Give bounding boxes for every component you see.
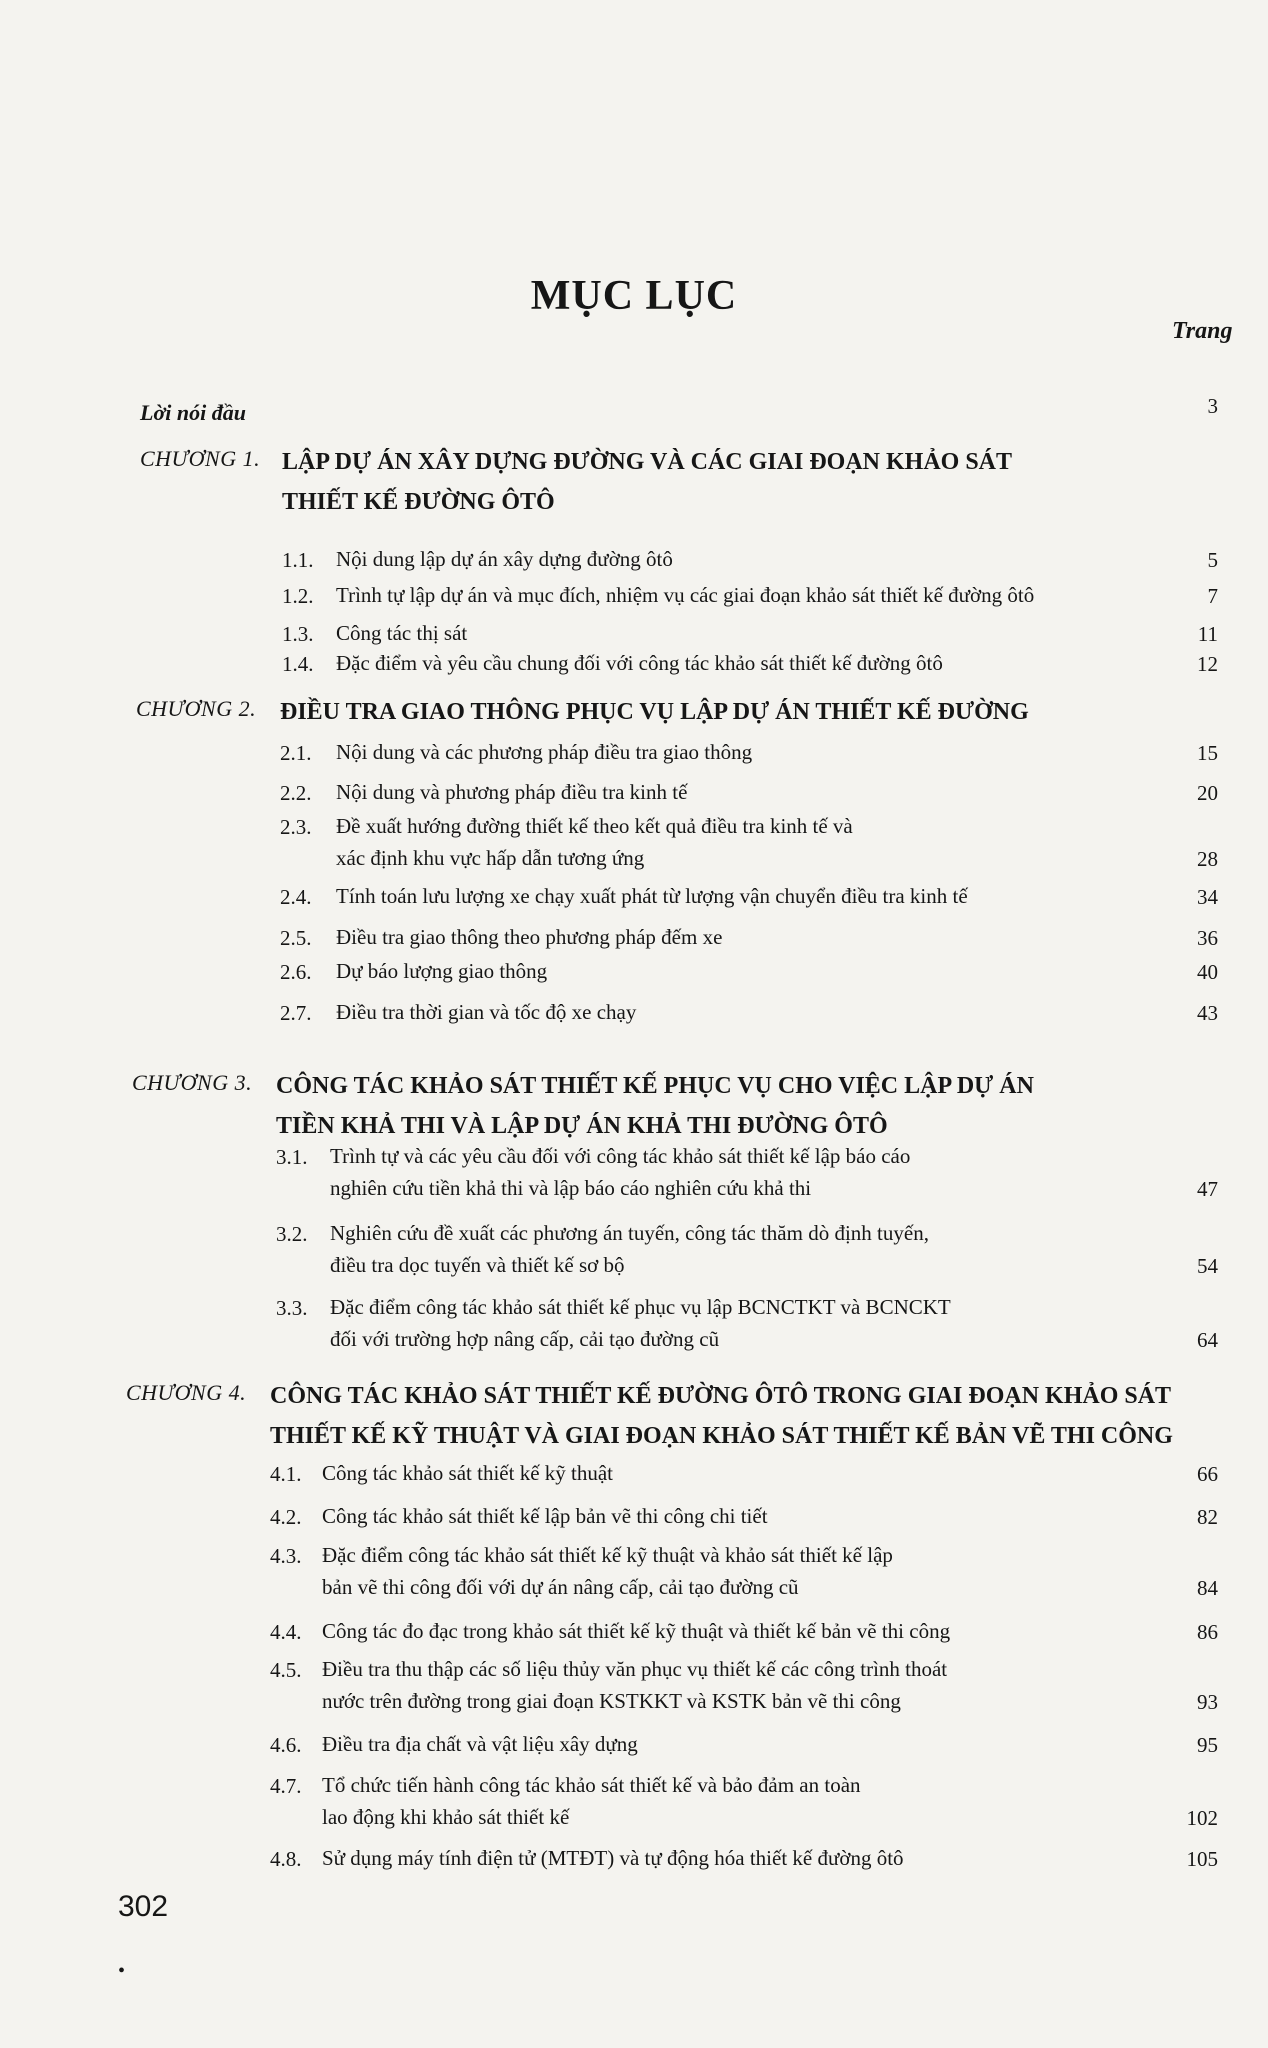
section-title[interactable]: Tổ chức tiến hành công tác khảo sát thiết kế và bảo đảm an toàn xyxy=(322,1773,861,1797)
section-title[interactable]: Đặc điểm công tác khảo sát thiết kế phục vụ lập BCNCTKT và BCNCKT xyxy=(330,1295,951,1319)
section-title[interactable]: đối với trường hợp nâng cấp, cải tạo đường cũ xyxy=(330,1327,720,1351)
section-number: 4.8. xyxy=(270,1847,302,1871)
chapter-title: TIỀN KHẢ THI VÀ LẬP DỰ ÁN KHẢ THI ĐƯỜNG ÔTÔ xyxy=(276,1113,888,1139)
chapter-title: ĐIỀU TRA GIAO THÔNG PHỤC VỤ LẬP DỰ ÁN THIẾT KẾ ĐƯỜNG xyxy=(280,699,1029,725)
section-title[interactable]: Công tác khảo sát thiết kế kỹ thuật xyxy=(322,1461,614,1485)
chapter-title: CÔNG TÁC KHẢO SÁT THIẾT KẾ PHỤC VỤ CHO VIỆC LẬP DỰ ÁN xyxy=(276,1073,1034,1099)
section-page-number: 36 xyxy=(1197,926,1218,950)
section-title[interactable]: Điều tra thu thập các số liệu thủy văn phục vụ thiết kế các công trình thoát xyxy=(322,1657,948,1681)
section-number: 2.2. xyxy=(280,781,312,805)
section-page-number: 95 xyxy=(1197,1733,1218,1757)
section-number: 4.3. xyxy=(270,1544,302,1568)
section-number: 3.3. xyxy=(276,1296,308,1320)
section-page-number: 15 xyxy=(1197,741,1218,765)
section-title[interactable]: Điều tra địa chất và vật liệu xây dựng xyxy=(322,1732,638,1756)
section-title[interactable]: bản vẽ thi công đối với dự án nâng cấp, cải tạo đường cũ xyxy=(322,1575,799,1599)
section-page-number: 20 xyxy=(1197,781,1218,805)
chapter-label: CHƯƠNG 3. xyxy=(132,1070,253,1095)
section-page-number: 86 xyxy=(1197,1620,1218,1644)
section-title[interactable]: Đặc điểm và yêu cầu chung đối với công tác khảo sát thiết kế đường ôtô xyxy=(336,651,943,675)
foreword-label: Lời nói đầu xyxy=(140,400,246,425)
section-page-number: 93 xyxy=(1197,1690,1218,1714)
section-title[interactable]: Đề xuất hướng đường thiết kế theo kết quả điều tra kinh tế và xyxy=(336,814,853,838)
section-title[interactable]: xác định khu vực hấp dẫn tương ứng xyxy=(336,846,645,870)
section-title[interactable]: Nội dung và phương pháp điều tra kinh tế xyxy=(336,780,688,804)
section-page-number: 12 xyxy=(1197,652,1218,676)
section-number: 2.3. xyxy=(280,815,312,839)
section-page-number: 102 xyxy=(1186,1806,1218,1830)
section-number: 2.7. xyxy=(280,1001,312,1025)
section-title[interactable]: Nội dung và các phương pháp điều tra giao thông xyxy=(336,740,753,764)
section-number: 3.2. xyxy=(276,1222,308,1246)
section-page-number: 47 xyxy=(1197,1177,1218,1201)
page-number: 302 xyxy=(118,1890,169,1923)
section-title[interactable]: Nghiên cứu đề xuất các phương án tuyến, công tác thăm dò định tuyến, xyxy=(330,1221,929,1245)
chapter-label: CHƯƠNG 2. xyxy=(136,696,257,721)
section-number: 4.2. xyxy=(270,1505,302,1529)
section-title[interactable]: nghiên cứu tiền khả thi và lập báo cáo nghiên cứu khả thi xyxy=(330,1176,812,1200)
section-number: 4.5. xyxy=(270,1658,302,1682)
page-column-label: Trang xyxy=(1172,318,1233,344)
section-title[interactable]: Đặc điểm công tác khảo sát thiết kế kỹ thuật và khảo sát thiết kế lập xyxy=(322,1543,893,1567)
section-title[interactable]: Trình tự và các yêu cầu đối với công tác khảo sát thiết kế lập báo cáo xyxy=(330,1144,911,1168)
section-number: 4.1. xyxy=(270,1462,302,1486)
chapter-label: CHƯƠNG 4. xyxy=(126,1380,247,1405)
section-number: 4.4. xyxy=(270,1620,302,1644)
section-title[interactable]: Tính toán lưu lượng xe chạy xuất phát từ lượng vận chuyển điều tra kinh tế xyxy=(336,884,968,908)
section-page-number: 105 xyxy=(1186,1847,1218,1871)
chapter-title: THIẾT KẾ KỸ THUẬT VÀ GIAI ĐOẠN KHẢO SÁT THIẾT KẾ BẢN VẼ THI CÔNG xyxy=(270,1423,1173,1449)
section-page-number: 84 xyxy=(1197,1576,1218,1600)
chapter-label: CHƯƠNG 1. xyxy=(140,446,261,471)
section-title[interactable]: Công tác khảo sát thiết kế lập bản vẽ thi công chi tiết xyxy=(322,1504,768,1528)
section-title[interactable]: Điều tra thời gian và tốc độ xe chạy xyxy=(336,1000,637,1024)
section-page-number: 40 xyxy=(1197,960,1218,984)
chapter-title: LẬP DỰ ÁN XÂY DỰNG ĐƯỜNG VÀ CÁC GIAI ĐOẠN KHẢO SÁT xyxy=(282,449,1013,475)
section-page-number: 66 xyxy=(1197,1462,1218,1486)
section-page-number: 28 xyxy=(1197,847,1218,871)
section-title[interactable]: điều tra dọc tuyến và thiết kế sơ bộ xyxy=(330,1253,625,1277)
section-title[interactable]: Trình tự lập dự án và mục đích, nhiệm vụ các giai đoạn khảo sát thiết kế đường ôtô xyxy=(336,583,1035,607)
section-title[interactable]: Công tác đo đạc trong khảo sát thiết kế kỹ thuật và thiết kế bản vẽ thi công xyxy=(322,1619,951,1643)
section-number: 1.4. xyxy=(282,652,314,676)
section-number: 2.6. xyxy=(280,960,312,984)
section-number: 3.1. xyxy=(276,1145,308,1169)
section-number: 1.3. xyxy=(282,622,314,646)
section-page-number: 11 xyxy=(1197,622,1218,646)
section-number: 1.2. xyxy=(282,584,314,608)
chapter-title: CÔNG TÁC KHẢO SÁT THIẾT KẾ ĐƯỜNG ÔTÔ TRONG GIAI ĐOẠN KHẢO SÁT xyxy=(270,1383,1172,1409)
section-title[interactable]: Điều tra giao thông theo phương pháp đếm xe xyxy=(336,925,723,949)
section-title[interactable]: lao động khi khảo sát thiết kế xyxy=(322,1805,570,1829)
section-title[interactable]: Nội dung lập dự án xây dựng đường ôtô xyxy=(336,547,673,571)
section-title[interactable]: Sử dụng máy tính điện tử (MTĐT) và tự động hóa thiết kế đường ôtô xyxy=(322,1846,904,1870)
page-title: MỤC LỤC xyxy=(530,273,738,319)
chapter-title: THIẾT KẾ ĐƯỜNG ÔTÔ xyxy=(282,489,555,515)
section-page-number: 82 xyxy=(1197,1505,1218,1529)
section-page-number: 5 xyxy=(1207,548,1218,572)
section-number: 2.5. xyxy=(280,926,312,950)
section-title[interactable]: Công tác thị sát xyxy=(336,621,468,645)
section-number: 2.1. xyxy=(280,741,312,765)
section-page-number: 64 xyxy=(1197,1328,1218,1352)
section-page-number: 43 xyxy=(1197,1001,1218,1025)
section-title[interactable]: nước trên đường trong giai đoạn KSTKKT và KSTK bản vẽ thi công xyxy=(322,1689,901,1713)
section-page-number: 34 xyxy=(1197,885,1218,909)
section-number: 2.4. xyxy=(280,885,312,909)
section-title[interactable]: Dự báo lượng giao thông xyxy=(336,959,548,983)
section-page-number: 7 xyxy=(1207,584,1218,608)
page-mark: • xyxy=(118,1960,126,1982)
section-page-number: 54 xyxy=(1197,1254,1218,1278)
section-number: 4.6. xyxy=(270,1733,302,1757)
section-number: 4.7. xyxy=(270,1774,302,1798)
section-number: 1.1. xyxy=(282,548,314,572)
foreword-page: 3 xyxy=(1207,394,1218,418)
